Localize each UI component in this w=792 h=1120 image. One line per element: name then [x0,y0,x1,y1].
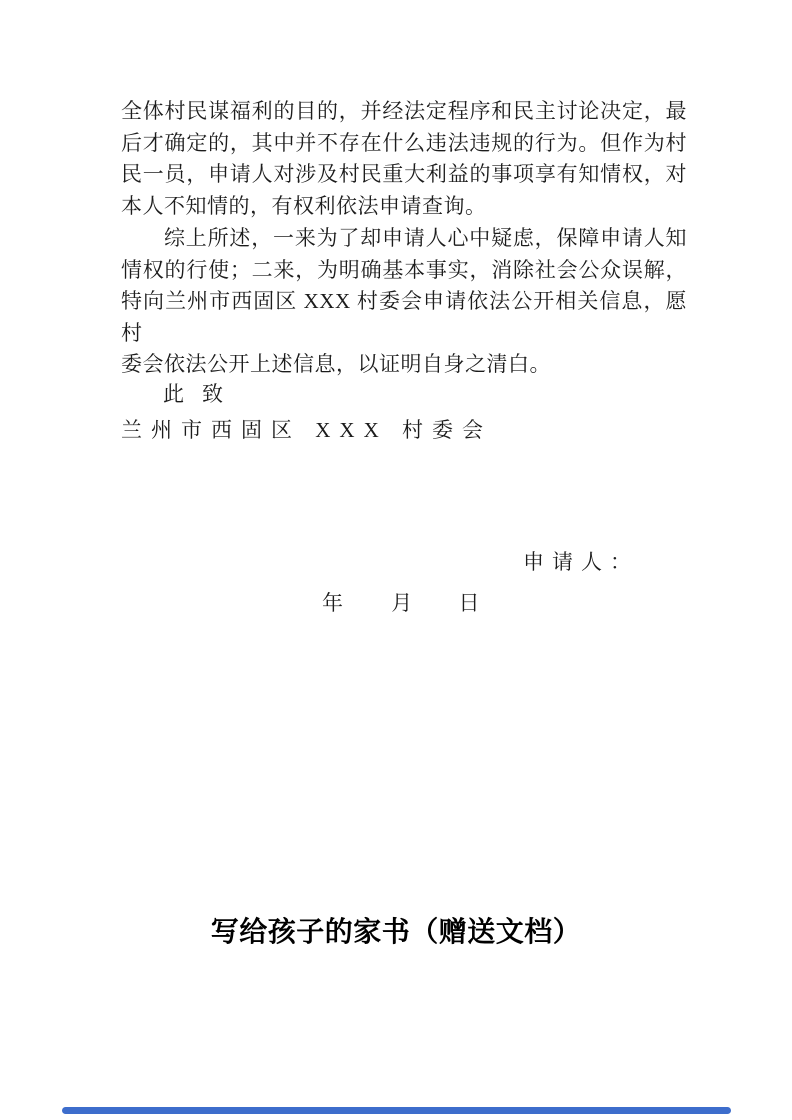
body-line: 情权的行使；二来，为明确基本事实，消除社会公众误解， [121,257,687,282]
body-line: 民一员，申请人对涉及村民重大利益的事项享有知情权，对 [121,162,687,186]
body-line: 本人不知情的，有权利依法申请查询。 [121,193,487,218]
body-line: 全体村民谋福利的目的，并经法定程序和民主讨论决定，最 [121,99,687,123]
body-line: 委会依法公开上述信息，以证明自身之清白。 [121,352,551,376]
body-paragraph-1 [121,96,687,222]
closing-salutation: 此致 [163,382,241,406]
date-year-label: 年 [322,591,343,615]
body-paragraph-2 [121,223,687,381]
body-line: 综上所述，一来为了却申请人心中疑虑，保障申请人知 [164,226,687,250]
date-line [322,587,480,617]
appendix-title: 写给孩子的家书（赠送文档） [210,917,582,948]
date-month-label: 月 [391,591,413,615]
date-day-label: 日 [458,591,480,615]
horizontal-scrollbar-thumb[interactable] [62,1107,731,1114]
body-line: 特向兰州市西固区 XXX 村委会申请依法公开相关信息，愿村 [121,289,687,345]
body-line: 后才确定的，其中并不存在什么违法违规的行为。但作为村 [121,130,687,155]
closing-recipient: 兰州市西固区 XXX 村委会 [121,418,492,442]
applicant-label: 申请人： [523,550,639,574]
